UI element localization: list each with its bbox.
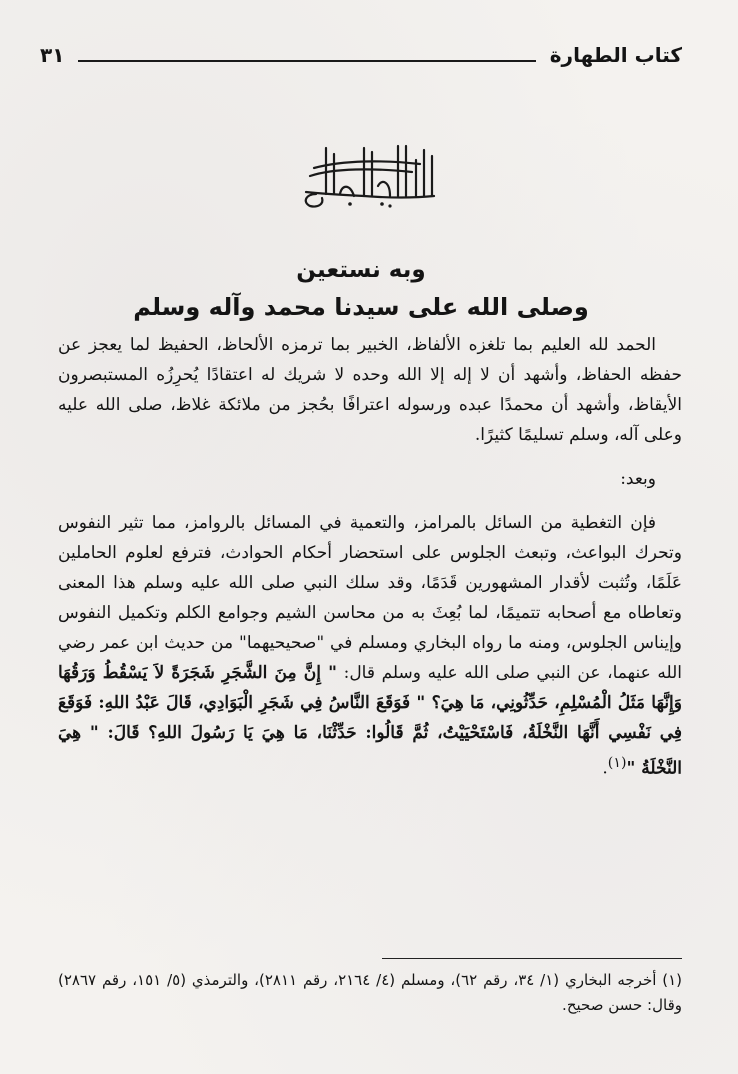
paragraph-hamd: الحمد لله العليم بما تلغزه الألفاظ، الخبير بما ترمزه الألحاظ، الحفيظ لما يعجز عن حفظه الحفاظ، وأشهد أن لا إله إلا الله وحده لا شريك له اعتقادًا يُحرِزُه المستبصرون الأيقاظ، وأشهد أن محمدًا عبده ورسوله اعترافًا بحُجز من ملائكة غلاظ، صلى الله عليه وعلى آله، وسلم تسليمًا كثيرًا.	[58, 335, 682, 445]
running-header	[40, 38, 682, 72]
chapter-title: كتاب الطهارة	[549, 43, 682, 67]
header-rule	[78, 60, 535, 62]
paragraph-end: .	[602, 758, 608, 779]
basmala-calligraphy	[0, 138, 738, 214]
heading-wabihi: وبه نستعين	[296, 257, 426, 283]
footnote-separator	[382, 958, 682, 959]
page-number: ٣١	[40, 43, 65, 67]
paragraph-main	[58, 508, 682, 784]
main-text	[58, 330, 682, 784]
paragraph-wabaad: وبعد:	[620, 469, 656, 489]
footnote-marker: (١)	[607, 755, 627, 771]
basmala-calligraphy-icon	[294, 138, 444, 214]
hadith-text: " إِنَّ مِنَ الشَّجَرِ شَجَرَةً لاَ يَسْقُطُ وَرَقُهَا وَإِنَّهَا مَثَلُ الْمُسْلِمِ، حَدِّثُونِي، مَا هِيَ؟ " فَوَقَعَ النَّاسُ فِي شَجَرِ الْبَوَادِي، قَالَ عَبْدُ اللهِ: فَوَقَعَ فِي نَفْسِي أَنَّهَا النَّخْلَةُ، فَاسْتَحْيَيْتُ، ثُمَّ قَالُوا: حَدِّثْنَا، مَا هِيَ يَا رَسُولَ اللهِ؟ قَالَ: " هِيَ النَّخْلَةُ "	[58, 663, 682, 779]
paragraph-intro: فإن التغطية من السائل بالمرامز، والتعمية في المسائل بالروامز، مما تثير النفوس وتحرك البواعث، وتبعث الجلوس على استحضار أحكام الحوادث، فترفع لعلوم الحاملين عَلَمًا، وتُثبت لأقدار المشهورين قَدَمًا، وقد سلك النبي صلى الله عليه وسلم هذا المعنى وتعاطاه مع أصحابه تتميمًا، لما بُعِثَ به من محاسن الشيم وجوامع الكلم وتكميل النفوس وإيناس الجلوس، ومنه ما رواه البخاري ومسلم في "صحيحيهما" من حديث ابن عمر رضي الله عنهما، عن النبي صلى الله عليه وسلم قال:	[58, 513, 682, 683]
heading-salawat: وصلى الله على سيدنا محمد وآله وسلم	[133, 293, 589, 321]
footnote-1: (١) أخرجه البخاري (١/ ٣٤، رقم ٦٢)، ومسلم (٤/ ٢١٦٤، رقم ٢٨١١)، والترمذي (٥/ ١٥١، رقم ٢٨٦٧) وقال: حسن صحيح.	[58, 971, 683, 1014]
footnotes	[58, 968, 682, 1018]
